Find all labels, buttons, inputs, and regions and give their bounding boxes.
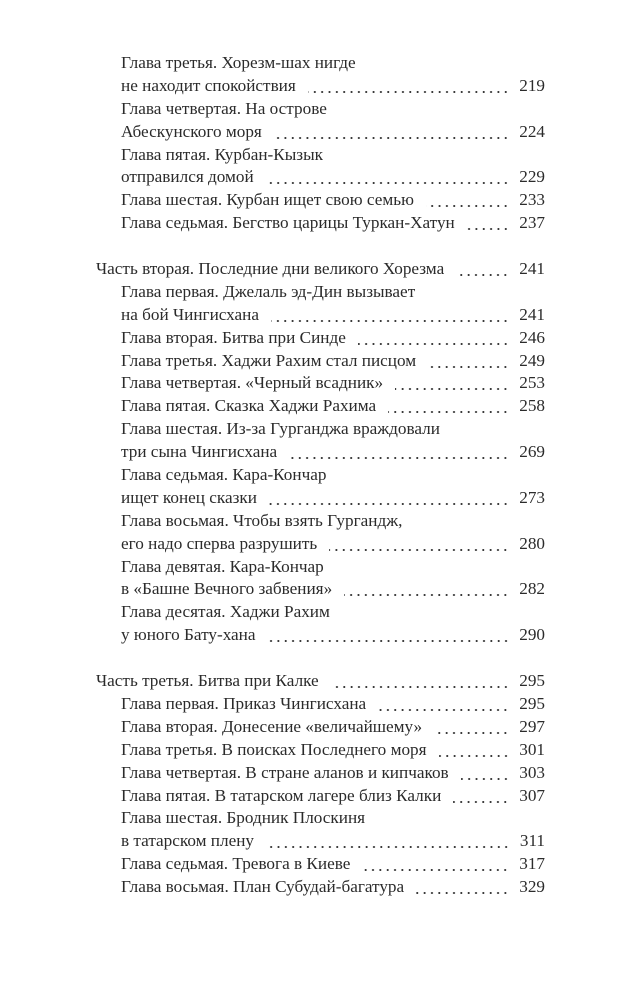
chapter-title-line xyxy=(96,807,545,830)
chapter-entry[interactable] xyxy=(96,166,545,189)
dot-leader xyxy=(358,327,509,350)
dot-leader xyxy=(289,441,509,464)
dot-leader xyxy=(388,395,509,418)
entry-title: в татарском плену xyxy=(121,831,255,851)
dot-leader xyxy=(266,830,510,853)
page-number: 258 xyxy=(519,396,545,416)
page-number: 301 xyxy=(519,739,545,759)
entry-title: Абескунского моря xyxy=(121,121,262,141)
page-number: 233 xyxy=(519,190,545,210)
dot-leader xyxy=(331,670,510,693)
chapter-entry[interactable] xyxy=(96,716,545,739)
dot-leader xyxy=(416,876,509,899)
page-number: 317 xyxy=(519,854,545,874)
entry-title: Глава четвертая. В стране аланов и кипчаков xyxy=(121,762,449,782)
section-spacer xyxy=(96,647,545,670)
page-number: 224 xyxy=(519,121,545,141)
dot-leader xyxy=(453,785,509,808)
entry-title: Глава вторая. Битва при Синде xyxy=(121,327,346,347)
entry-title: Глава шестая. Из-за Гурганджа враждовали xyxy=(121,419,440,439)
chapter-entry[interactable] xyxy=(96,327,545,350)
dot-leader xyxy=(467,212,509,235)
page-number: 282 xyxy=(519,579,545,599)
page-number: 253 xyxy=(519,373,545,393)
chapter-title-line xyxy=(96,281,545,304)
chapter-entry[interactable] xyxy=(96,762,545,785)
dot-leader xyxy=(461,762,510,785)
page-number: 229 xyxy=(519,167,545,187)
entry-title: три сына Чингисхана xyxy=(121,442,278,462)
chapter-entry[interactable] xyxy=(96,830,545,853)
entry-title: его надо сперва разрушить xyxy=(121,533,318,553)
entry-title: Глава девятая. Кара-Кончар xyxy=(121,556,324,576)
page-number: 295 xyxy=(519,671,545,691)
entry-title: Глава первая. Джелаль эд-Дин вызывает xyxy=(121,281,416,301)
chapter-entry[interactable] xyxy=(96,876,545,899)
entry-title: Глава шестая. Курбан ищет свою семью xyxy=(121,190,414,210)
part-heading[interactable] xyxy=(96,670,545,693)
entry-title: Глава четвертая. На острове xyxy=(121,98,327,118)
chapter-entry[interactable] xyxy=(96,578,545,601)
page-number: 241 xyxy=(519,259,545,279)
page-number: 311 xyxy=(519,831,545,851)
entry-title: Глава седьмая. Тревога в Киеве xyxy=(121,854,351,874)
dot-leader xyxy=(439,739,510,762)
dot-leader xyxy=(271,304,509,327)
dot-leader xyxy=(426,189,509,212)
entry-title: Глава третья. В поисках Последнего моря xyxy=(121,739,427,759)
chapter-entry[interactable] xyxy=(96,121,545,144)
chapter-title-line xyxy=(96,601,545,624)
dot-leader xyxy=(362,853,509,876)
dot-leader xyxy=(434,716,509,739)
chapter-entry[interactable] xyxy=(96,75,545,98)
dot-leader xyxy=(269,487,509,510)
chapter-entry[interactable] xyxy=(96,624,545,647)
chapter-entry[interactable] xyxy=(96,739,545,762)
chapter-entry[interactable] xyxy=(96,487,545,510)
entry-title: не находит спокойствия xyxy=(121,75,296,95)
page-number: 290 xyxy=(519,625,545,645)
chapter-title-line xyxy=(96,464,545,487)
chapter-entry[interactable] xyxy=(96,372,545,395)
page-number: 303 xyxy=(519,762,545,782)
entry-title: Глава вторая. Донесение «величайшему» xyxy=(121,716,423,736)
entry-title: Глава четвертая. «Черный всадник» xyxy=(121,373,384,393)
page-number: 249 xyxy=(519,350,545,370)
section-spacer xyxy=(96,235,545,258)
dot-leader xyxy=(266,166,510,189)
dot-leader xyxy=(395,372,509,395)
table-of-contents xyxy=(96,52,545,899)
entry-title: Глава седьмая. Бегство царицы Туркан-Хатун xyxy=(121,213,455,233)
chapter-entry[interactable] xyxy=(96,395,545,418)
page-number: 295 xyxy=(519,693,545,713)
chapter-title-line xyxy=(96,98,545,121)
page-number: 269 xyxy=(519,442,545,462)
page-number: 297 xyxy=(519,716,545,736)
chapter-entry[interactable] xyxy=(96,441,545,464)
entry-title: отправился домой xyxy=(121,167,254,187)
chapter-title-line xyxy=(96,144,545,167)
chapter-entry[interactable] xyxy=(96,853,545,876)
entry-title: Глава восьмая. План Субудай-багатура xyxy=(121,877,405,897)
entry-title: Глава пятая. Сказка Хаджи Рахима xyxy=(121,396,377,416)
dot-leader xyxy=(378,693,509,716)
chapter-entry[interactable] xyxy=(96,304,545,327)
entry-title: у юного Бату-хана xyxy=(121,625,256,645)
chapter-entry[interactable] xyxy=(96,533,545,556)
chapter-title-line xyxy=(96,510,545,533)
dot-leader xyxy=(456,258,509,281)
entry-title: ищет конец сказки xyxy=(121,487,257,507)
entry-title: Глава восьмая. Чтобы взять Гургандж, xyxy=(121,510,403,530)
chapter-title-line xyxy=(96,556,545,579)
page-number: 329 xyxy=(519,877,545,897)
dot-leader xyxy=(329,533,509,556)
page-number: 273 xyxy=(519,487,545,507)
entry-title: на бой Чингисхана xyxy=(121,304,259,324)
chapter-title-line xyxy=(96,418,545,441)
chapter-entry[interactable] xyxy=(96,693,545,716)
page-number: 241 xyxy=(519,304,545,324)
dot-leader xyxy=(268,624,510,647)
dot-leader xyxy=(308,75,509,98)
page-number: 237 xyxy=(519,213,545,233)
page-number: 307 xyxy=(519,785,545,805)
entry-title: Глава пятая. В татарском лагере близ Калки xyxy=(121,785,442,805)
chapter-entry[interactable] xyxy=(96,785,545,808)
dot-leader xyxy=(344,578,509,601)
dot-leader xyxy=(274,121,509,144)
page-number: 219 xyxy=(519,75,545,95)
entry-title: Глава третья. Хаджи Рахим стал писцом xyxy=(121,350,417,370)
entry-title: Глава третья. Хорезм-шах нигде xyxy=(121,53,356,72)
entry-title: Глава седьмая. Кара-Кончар xyxy=(121,465,327,485)
page-number: 280 xyxy=(519,533,545,553)
page-number: 246 xyxy=(519,327,545,347)
entry-title: Глава первая. Приказ Чингисхана xyxy=(121,693,367,713)
entry-title: в «Башне Вечного забвения» xyxy=(121,579,333,599)
entry-title: Глава десятая. Хаджи Рахим xyxy=(121,602,330,622)
entry-title: Глава пятая. Курбан-Кызык xyxy=(121,144,323,164)
chapter-entry[interactable] xyxy=(96,189,545,212)
entry-title: Часть третья. Битва при Калке xyxy=(96,671,319,691)
chapter-entry[interactable] xyxy=(96,350,545,373)
entry-title: Глава шестая. Бродник Плоскиня xyxy=(121,808,366,828)
part-heading[interactable] xyxy=(96,258,545,281)
dot-leader xyxy=(428,350,509,373)
chapter-title-line xyxy=(96,52,545,75)
entry-title: Часть вторая. Последние дни великого Хорезма xyxy=(96,259,445,279)
chapter-entry[interactable] xyxy=(96,212,545,235)
